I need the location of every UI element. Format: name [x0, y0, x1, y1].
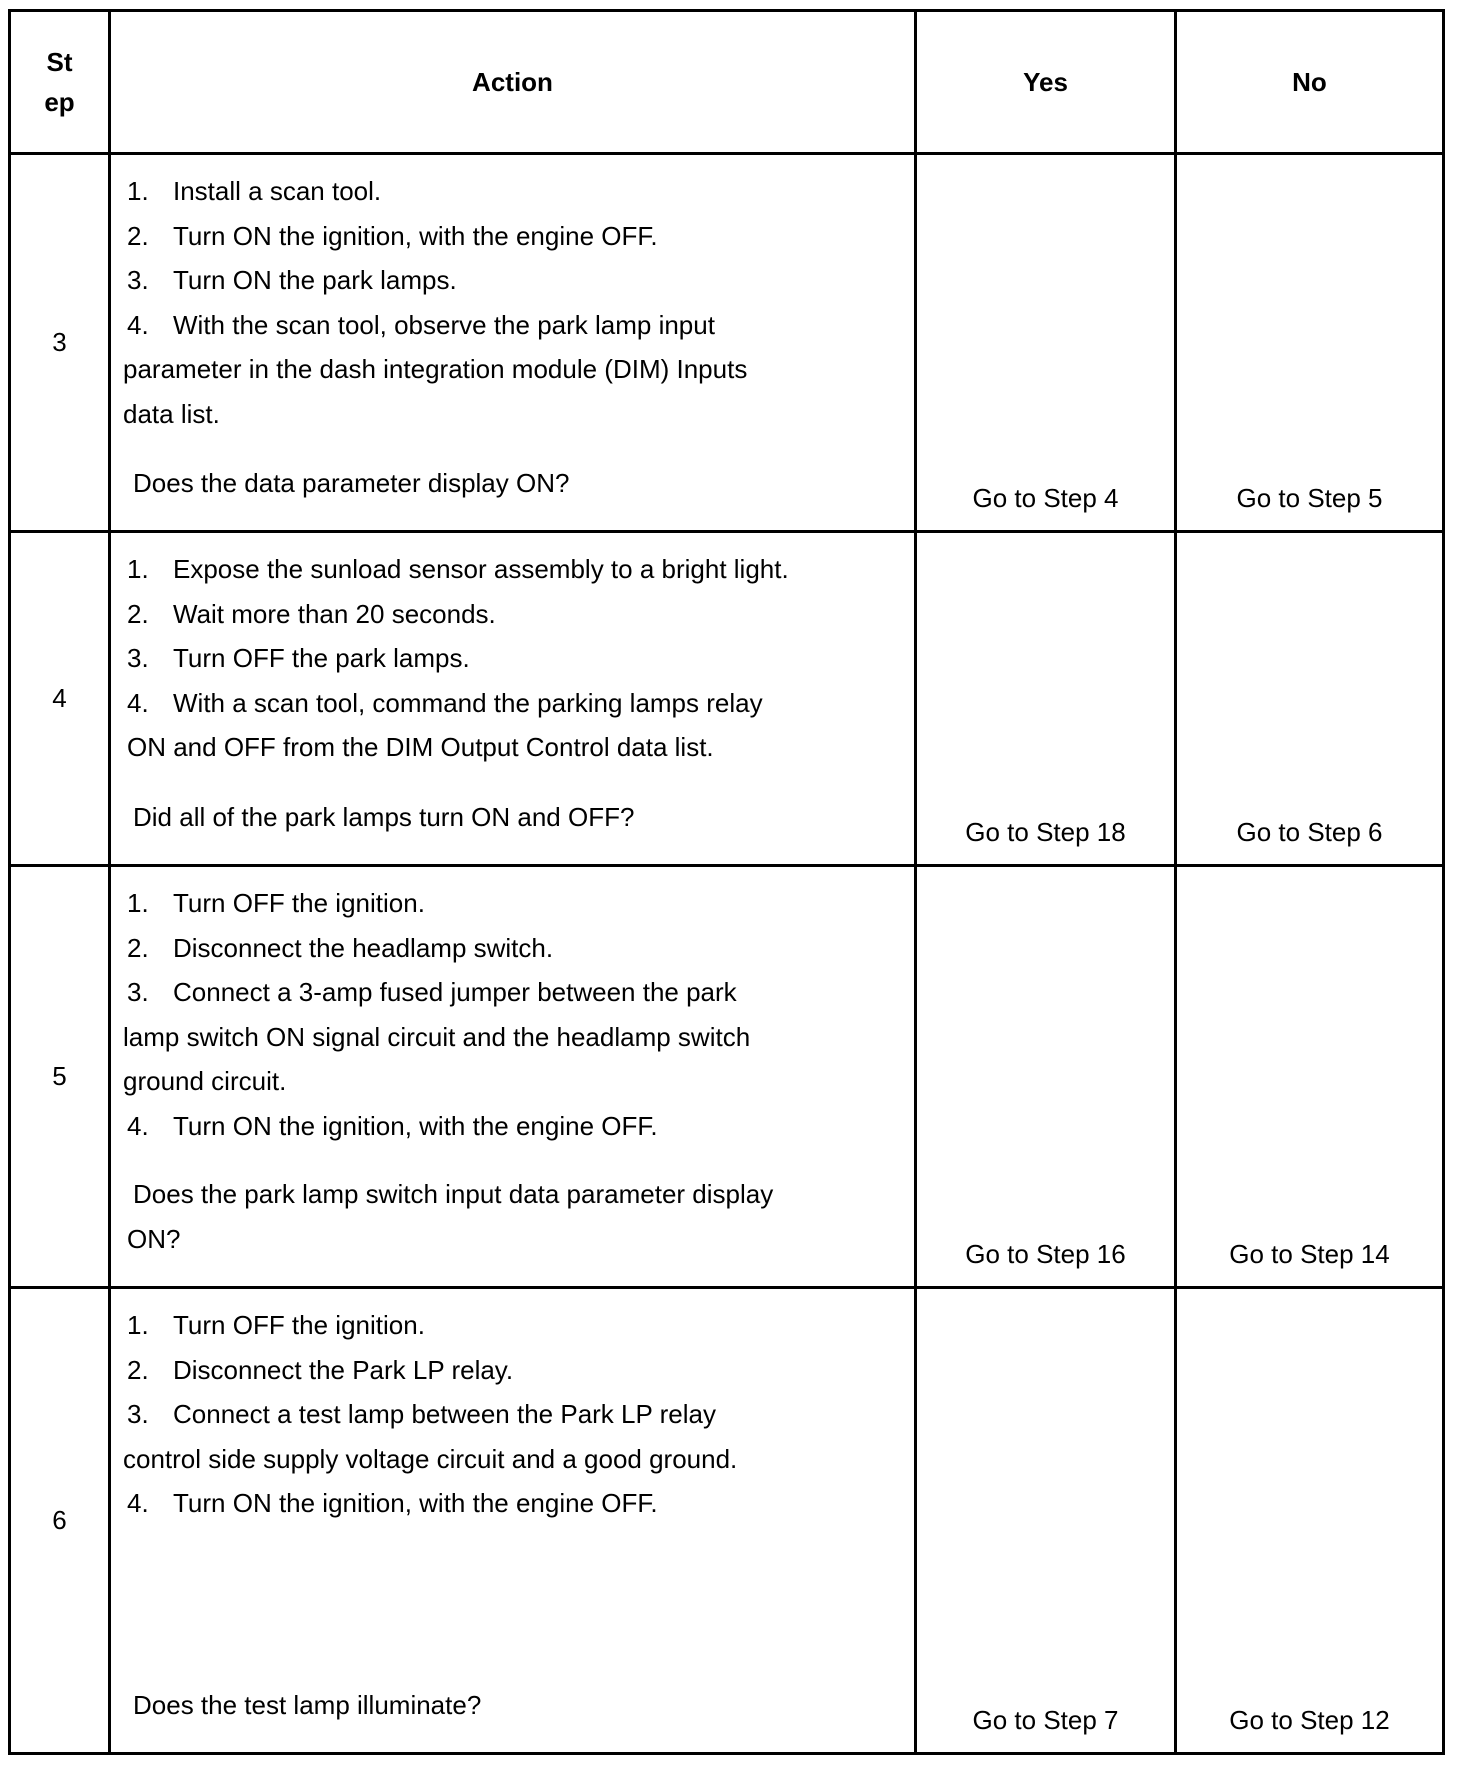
action-continuation: control side supply voltage circuit and a good ground. — [123, 1443, 738, 1474]
action-step: 1. Expose the sunload sensor assembly to a bright light. — [127, 554, 789, 584]
action-step: 2. Wait more than 20 seconds. — [127, 598, 496, 629]
action-step: 2. Disconnect the Park LP relay. — [127, 1354, 514, 1385]
action-step: 4. Turn ON the ignition, with the engine OFF. — [127, 1110, 658, 1141]
question-text: Does the park lamp switch input data parameter display ON? — [127, 1179, 774, 1254]
action-continuation: parameter in the dash integration module (DIM) Inputs — [123, 354, 748, 384]
action-step: 3. Turn ON the park lamps. — [127, 265, 457, 295]
action-cell — [110, 532, 916, 866]
header-action: Action — [110, 11, 916, 154]
table-row — [10, 154, 1444, 532]
header-step-label: St ep — [44, 47, 75, 117]
action-continuation: data list. — [123, 398, 220, 429]
action-continuation: lamp switch ON signal circuit and the headlamp switch — [123, 1021, 751, 1052]
action-step: 4. With a scan tool, command the parking lamps relay — [127, 687, 763, 718]
action-step: 2. Turn ON the ignition, with the engine OFF. — [127, 220, 658, 251]
question-text: Does the test lamp illuminate? — [133, 1689, 482, 1720]
action-step: 3. Connect a test lamp between the Park LP relay — [127, 1399, 716, 1429]
diagnostic-table — [8, 9, 1445, 1755]
step-number: 5 — [10, 866, 110, 1288]
no-result: Go to Step 14 — [1176, 866, 1444, 1288]
header-yes: Yes — [916, 11, 1176, 154]
step-number: 4 — [10, 532, 110, 866]
step-number: 6 — [10, 1288, 110, 1754]
step-number: 3 — [10, 154, 110, 532]
yes-result: Go to Step 4 — [916, 154, 1176, 532]
action-step: 2. Disconnect the headlamp switch. — [127, 932, 554, 963]
yes-result: Go to Step 7 — [916, 1288, 1176, 1754]
action-cell — [110, 1288, 916, 1754]
action-step: 4. Turn ON the ignition, with the engine OFF. — [127, 1488, 658, 1518]
action-step: 4. With the scan tool, observe the park lamp input — [127, 309, 715, 340]
action-step: 1. Turn OFF the ignition. — [127, 1310, 425, 1340]
yes-result: Go to Step 18 — [916, 532, 1176, 866]
action-cell — [110, 866, 916, 1288]
action-continuation: ground circuit. — [123, 1066, 287, 1096]
no-result: Go to Step 6 — [1176, 532, 1444, 866]
header-no: No — [1176, 11, 1444, 154]
header-row — [10, 11, 1444, 154]
question-text: Did all of the park lamps turn ON and OFF? — [133, 801, 635, 832]
action-step: 1. Turn OFF the ignition. — [127, 888, 425, 918]
table-row — [10, 532, 1444, 866]
action-step: 3. Turn OFF the park lamps. — [127, 643, 470, 673]
action-step: 3. Connect a 3-amp fused jumper between the park — [127, 977, 737, 1007]
action-continuation: ON and OFF from the DIM Output Control data list. — [127, 732, 714, 762]
table-row — [10, 1288, 1444, 1754]
header-step — [10, 11, 110, 154]
no-result: Go to Step 5 — [1176, 154, 1444, 532]
table-row — [10, 866, 1444, 1288]
question-text: Does the data parameter display ON? — [133, 467, 570, 498]
no-result: Go to Step 12 — [1176, 1288, 1444, 1754]
yes-result: Go to Step 16 — [916, 866, 1176, 1288]
action-step: 1. Install a scan tool. — [127, 176, 382, 206]
action-cell — [110, 154, 916, 532]
